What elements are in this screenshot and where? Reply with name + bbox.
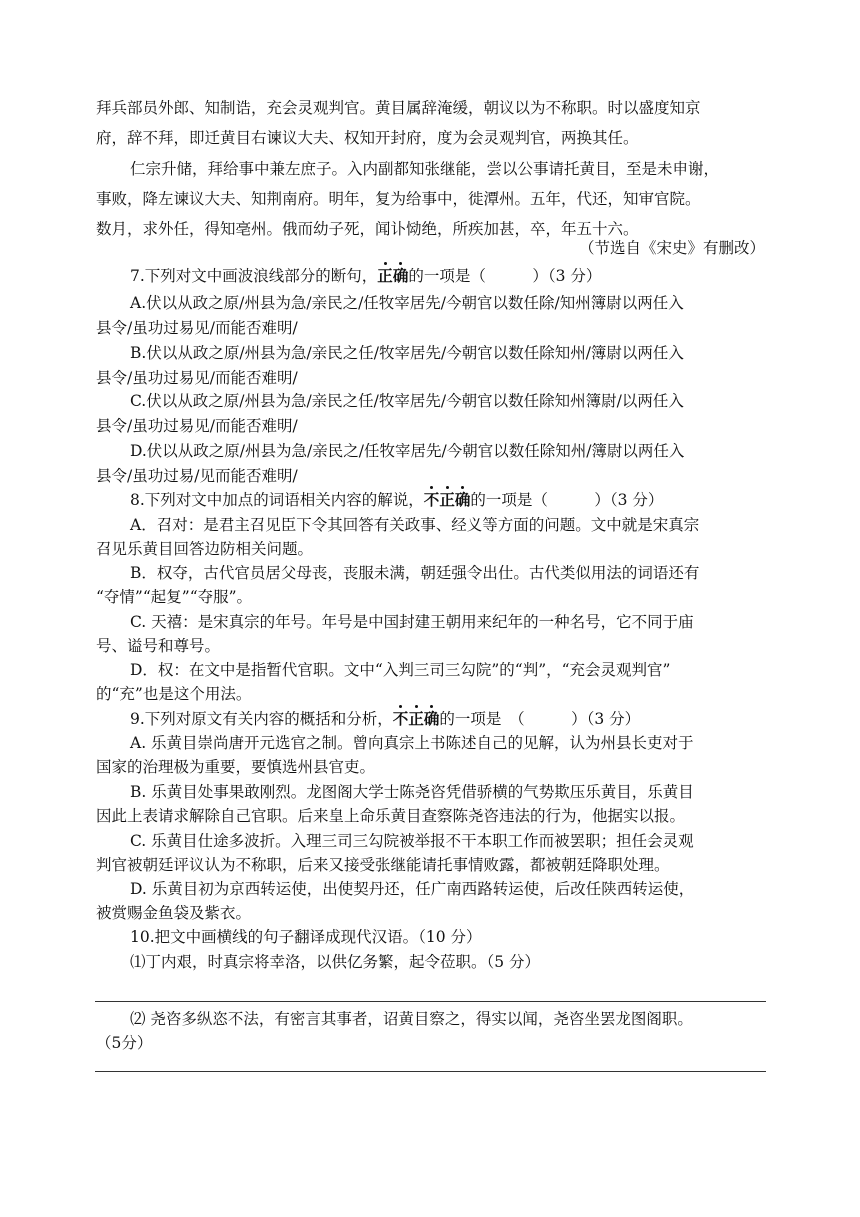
- option-line: 国家的治理极为重要，要慎选州县官吏。: [96, 758, 376, 776]
- option-line: 的“充”也是这个用法。: [96, 685, 252, 703]
- option-line: 被赏赐金鱼袋及紫衣。: [96, 904, 252, 922]
- question-9-stem: [130, 707, 766, 731]
- option-line: 判官被朝廷评议认为不称职，后来又接受张继能请托事情败露，都被朝廷降职处理。: [96, 856, 670, 874]
- emphasis-char: 正: [377, 264, 393, 288]
- question-10-stem: 10.把文中画横线的句子翻译成现代汉语。（10 分）: [130, 928, 482, 946]
- option-line: A.伏以从政之原/州县为急/亲民之/任牧宰居先/今朝官以数任除/知州簿尉以两任入: [130, 294, 684, 312]
- passage-line: 数月，求外任，得知亳州。俄而幼子死，闻讣恸绝，所疾加甚，卒，年五十六。: [96, 220, 639, 238]
- option-line: D．权：在文中是指暂代官职。文中“入判三司三勾院”的“判”，“充会灵观判官”: [130, 661, 671, 679]
- option-line: B. 乐黄目处事果敢刚烈。龙图阁大学士陈尧咨凭借骄横的气势欺压乐黄目，乐黄目: [130, 783, 694, 801]
- translation-item-2: ⑵ 尧咨多纵恣不法，有密言其事者，诏黄目察之，得实以闻，尧咨坐罢龙图阁职。: [130, 1010, 693, 1028]
- translation-item-2-score: （5分）: [96, 1034, 153, 1052]
- question-8-stem: [130, 488, 766, 512]
- option-line: B.伏以从政之原/州县为急/亲民之任/牧宰居先/今朝官以数任除知州/簿尉以两任入: [130, 344, 684, 362]
- emphasis-char: 正: [439, 488, 455, 512]
- emphasis-char: 确: [455, 488, 471, 512]
- option-line: C. 天禧：是宋真宗的年号。年号是中国封建王朝用来纪年的一种名号，它不同于庙: [130, 613, 694, 631]
- option-line: 号、谥号和尊号。: [96, 637, 221, 655]
- option-line: 召见乐黄目回答边防相关问题。: [96, 540, 314, 558]
- option-line: “夺情”“起复”“夺服”。: [96, 588, 253, 606]
- option-line: A．召对：是君主召见臣下令其回答有关政事、经义等方面的问题。文中就是宋真宗: [130, 516, 700, 534]
- question-7-stem: [130, 264, 766, 288]
- passage-line: 拜兵部员外郎、知制诰，充会灵观判官。黄目属辞淹缓，朝议以为不称职。时以盛度知京: [96, 99, 701, 117]
- answer-line: [95, 1071, 766, 1072]
- emphasis-char: 正: [408, 707, 424, 731]
- stem-text: 9.下列对原文有关内容的概括和分析，: [130, 710, 393, 728]
- option-line: D.伏以从政之原/州县为急/亲民之/任牧宰居先/今朝官以数任除知州/簿尉以两任入: [130, 442, 685, 460]
- option-line: B．权夺，古代官员居父母丧，丧服未满，朝廷强令出仕。古代类似用法的词语还有: [130, 564, 700, 582]
- passage-source: （节选自《宋史》有删改）: [578, 239, 765, 257]
- emphasis-char: 确: [424, 707, 440, 731]
- option-line: 县令/虽功过易/见而能否难明/: [96, 467, 298, 485]
- stem-text: 的一项是 （ ）（3 分）: [439, 710, 641, 728]
- option-line: 县令/虽功过易见/而能否难明/: [96, 417, 298, 435]
- option-line: C. 乐黄目仕途多波折。入理三司三勾院被举报不干本职工作而被罢职；担任会灵观: [130, 832, 694, 850]
- emphasis-char: 确: [393, 264, 409, 288]
- option-line: 县令/虽功过易见/而能否难明/: [96, 319, 298, 337]
- stem-text: 7.下列对文中画波浪线部分的断句，: [130, 267, 378, 285]
- answer-line: [95, 1001, 766, 1002]
- passage-line: 府，辞不拜，即迁黄目右谏议大夫、权知开封府，度为会灵观判官，两换其任。: [96, 129, 639, 147]
- option-line: D. 乐黄目初为京西转运使，出使契丹还，任广南西路转运使，后改任陕西转运使，: [130, 880, 695, 898]
- stem-text: 8.下列对文中加点的词语相关内容的解说，: [130, 491, 424, 509]
- option-line: C.伏以从政之原/州县为急/亲民之任/牧宰居先/今朝官以数任除知州簿尉/以两任入: [130, 392, 684, 410]
- emphasis-char: 不: [424, 488, 440, 512]
- translation-item-1: ⑴丁内艰，时真宗将幸洛，以供亿务繁，起令莅职。（5 分）: [130, 953, 541, 971]
- stem-text: 的一项是（ ）（3 分）: [408, 267, 602, 285]
- option-line: 县令/虽功过易见/而能否难明/: [96, 369, 298, 387]
- passage-line: 仁宗升储，拜给事中兼左庶子。入内副都知张继能，尝以公事请托黄目，至是未申谢，: [130, 160, 720, 178]
- stem-text: 的一项是（ ）（3 分）: [470, 491, 664, 509]
- option-line: 因此上表请求解除自己官职。后来皇上命乐黄目查察陈尧咨违法的行为，他据实以报。: [96, 807, 686, 825]
- passage-line: 事败，降左谏议大夫、知荆南府。明年，复为给事中，徙潭州。五年，代还，知审官院。: [96, 190, 701, 208]
- emphasis-char: 不: [393, 707, 409, 731]
- option-line: A. 乐黄目崇尚唐开元选官之制。曾向真宗上书陈述自己的见解，认为州县长吏对于: [130, 734, 694, 752]
